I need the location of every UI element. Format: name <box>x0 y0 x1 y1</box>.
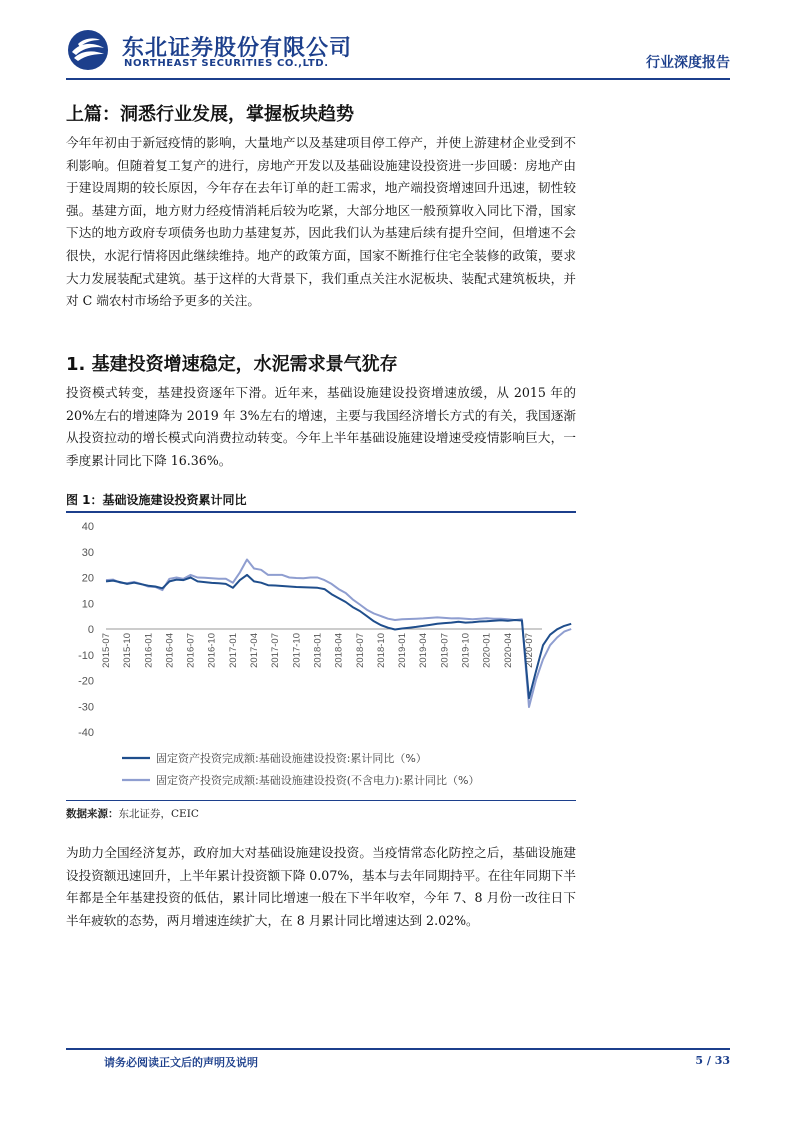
legend-label-2: 固定资产投资完成额:基础设施建设投资(不含电力):累计同比（%） <box>156 774 480 787</box>
x-tick-label: 2017-04 <box>249 633 261 668</box>
company-name-cn: 东北证券股份有限公司 <box>122 36 353 61</box>
company-name-en: NORTHEAST SECURITIES CO.,LTD. <box>124 58 329 69</box>
data-source-label: 数据来源： <box>66 808 119 820</box>
body-paragraph-2: 为助力全国经济复苏，政府加大对基础设施建设投资。当疫情常态化防控之后，基础设施建设投资额迅速回升，上半年累计投资额下降 0.07%，基本与去年同期持平。在往年同期下半年都是全年基建投资的低估，累计同比增速一般在下半年收窄，今年 7、8 月份一改往日下半年疲软的态势，两月增速连续扩大，在 8 月累计同比增速达到 2.02%。 <box>66 845 576 928</box>
x-tick-label: 2019-04 <box>418 633 430 668</box>
figure-top-rule <box>66 511 576 513</box>
x-tick-label: 2017-10 <box>291 633 303 668</box>
page-number: 5 / 33 <box>695 1054 730 1067</box>
x-tick-label: 2016-07 <box>185 633 197 668</box>
x-tick-label: 2016-01 <box>143 633 155 668</box>
x-tick-label: 2020-07 <box>523 633 535 668</box>
y-tick-label: 20 <box>81 572 94 585</box>
company-logo-icon <box>66 28 110 72</box>
y-tick-label: -30 <box>78 701 94 714</box>
figure-bottom-rule <box>66 800 576 801</box>
x-tick-label: 2017-01 <box>227 633 239 668</box>
y-tick-label: 0 <box>87 624 94 636</box>
y-tick-label: -10 <box>78 649 94 662</box>
disclaimer-note: 请务必阅读正文后的声明及说明 <box>104 1056 258 1069</box>
section-paragraph: 今年年初由于新冠疫情的影响，大量地产以及基建项目停工停产，并使上游建材企业受到不利影响。但随着复工复产的进行，房地产开发以及基础设施建设投资进一步回暖：房地产由于建设周期的较长原因，今年存在去年订单的赶工需求，地产端投资增速回升迅速，韧性较强。基建方面，地方财力经疫情消耗后较为吃紧，大部分地区一般预算收入同比下滑，国家下达的地方政府专项债务也助力基建复苏，因此我们认为基建后续有提升空间，但增速不会很快，水泥行情将因此继续维持。地产的政策方面，国家不断推行住宅全装修的政策，要求大力发展装配式建筑。基于这样的大背景下，我们重点关注水泥板块、装配式建筑板块，并对 C 端农村市场给予更多的关注。 <box>66 135 576 309</box>
infrastructure-investment-chart <box>66 514 576 798</box>
data-source <box>66 806 199 821</box>
data-source-text: 东北证券，CEIC <box>118 808 199 820</box>
x-tick-label: 2020-01 <box>481 633 493 668</box>
header-divider <box>66 78 730 80</box>
y-tick-label: 10 <box>81 598 94 611</box>
y-tick-label: 40 <box>81 521 94 533</box>
y-tick-label: -40 <box>78 727 94 739</box>
x-tick-label: 2018-04 <box>333 633 345 668</box>
x-tick-label: 2020-04 <box>502 633 514 668</box>
x-tick-label: 2018-10 <box>375 633 387 668</box>
y-tick-label: -20 <box>78 675 94 688</box>
footer-divider <box>66 1048 730 1050</box>
legend-label-1: 固定资产投资完成额:基础设施建设投资:累计同比（%） <box>156 752 427 765</box>
section-title: 上篇：洞悉行业发展，掌握板块趋势 <box>66 104 354 125</box>
x-tick-label: 2019-10 <box>460 633 472 668</box>
x-tick-label: 2016-10 <box>206 633 218 668</box>
x-tick-label: 2015-10 <box>122 633 134 668</box>
x-tick-label: 2019-07 <box>439 633 451 668</box>
figure-title: 图 1：基础设施建设投资累计同比 <box>66 493 247 507</box>
page-header <box>66 28 730 76</box>
x-tick-label: 2016-04 <box>164 633 176 668</box>
x-tick-label: 2019-01 <box>397 633 409 668</box>
section-heading: 1. 基建投资增速稳定，水泥需求景气犹存 <box>66 354 398 375</box>
x-tick-label: 2015-07 <box>101 633 112 668</box>
x-tick-label: 2018-07 <box>354 633 366 668</box>
x-tick-label: 2018-01 <box>312 633 324 668</box>
report-type: 行业深度报告 <box>646 55 730 71</box>
body-paragraph: 投资模式转变，基建投资逐年下滑。近年来，基础设施建设投资增速放缓，从 2015 年的 20%左右的增速降为 2019 年 3%左右的增速，主要与我国经济增长方式的有关，我国逐渐从投资拉动的增长模式向消费拉动转变。今年上半年基础设施建设增速受疫情影响巨大，一季度累计同比下降 16.36%。 <box>66 385 576 468</box>
y-tick-label: 30 <box>81 546 94 559</box>
x-tick-label: 2017-07 <box>270 633 282 668</box>
